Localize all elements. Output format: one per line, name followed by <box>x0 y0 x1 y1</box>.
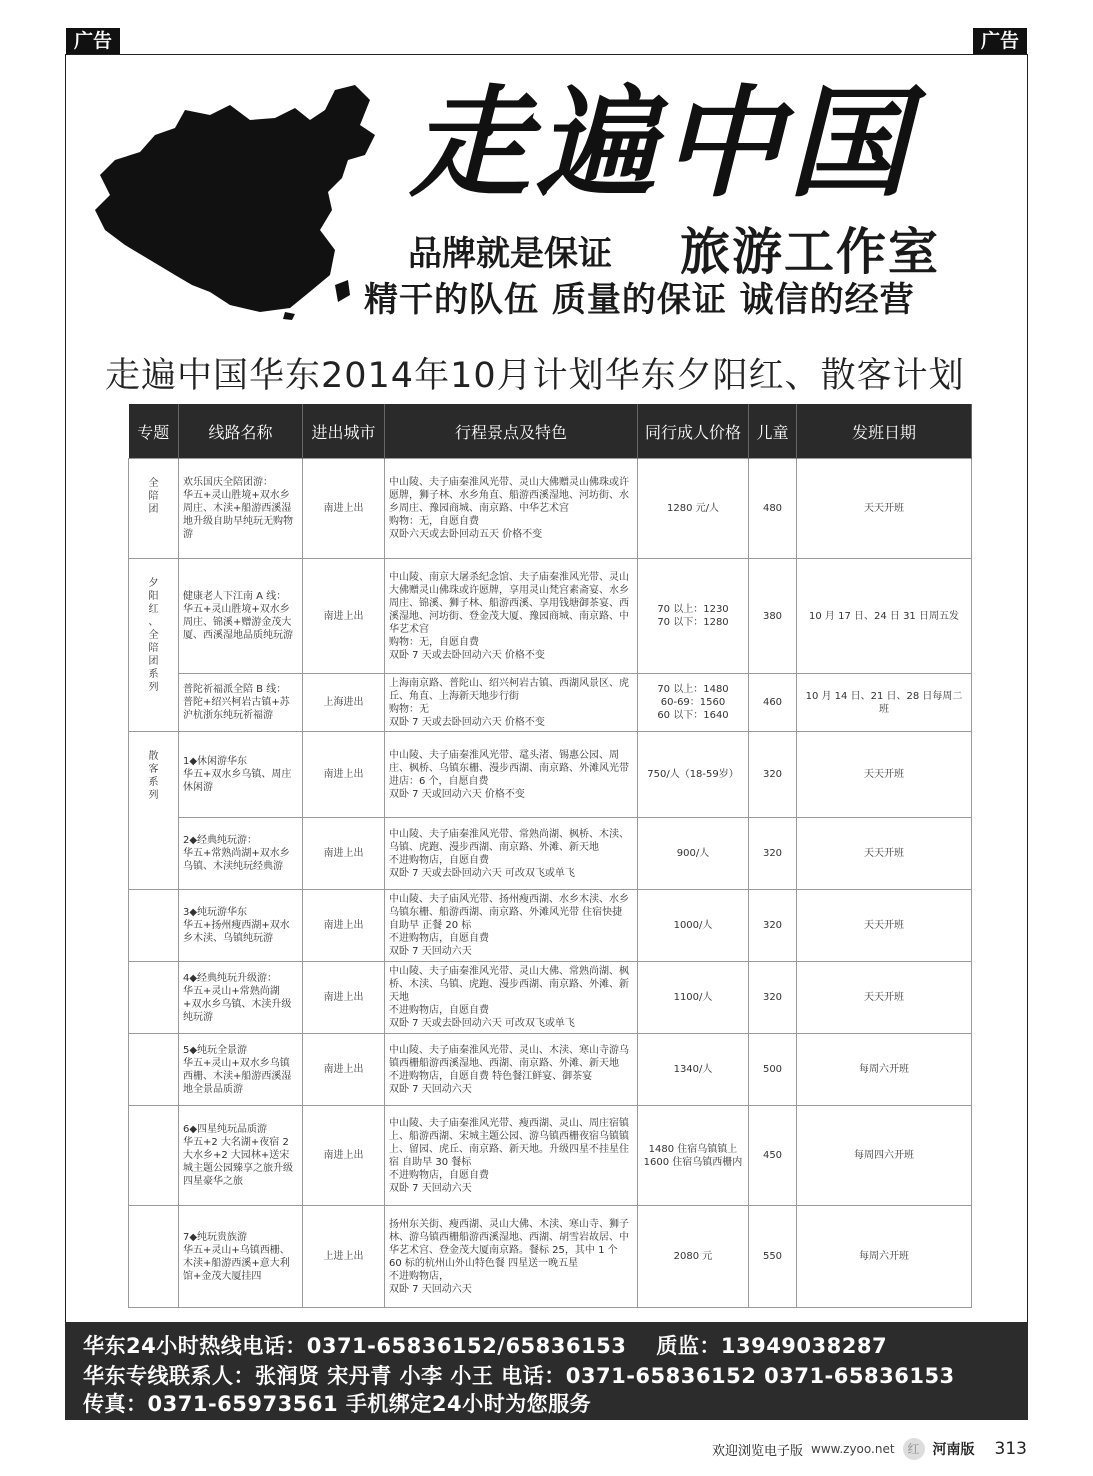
ad-label-right: 广告 <box>973 28 1027 54</box>
category-cell-empty <box>129 962 179 1034</box>
table-row <box>129 674 972 732</box>
price-cell: 70 以上：1480 60-69：1560 60 以下：1640 <box>638 674 749 732</box>
category-cell: 夕 阳 红 、 全 陪 团 系 列 <box>129 559 179 732</box>
child-price-cell: 380 <box>749 559 797 674</box>
route-name-cell: 5◆纯玩全景游 华五+灵山+双水乡乌镇西栅、木渎+船游西溪湿地全景品质游 <box>179 1034 303 1106</box>
contacts-text: 华东专线联系人：张润贤 宋丹青 小李 小王 电话：0371-65836152 0371-65836153 <box>83 1364 955 1388</box>
price-cell: 1280 元/人 <box>638 459 749 559</box>
departure-date-cell: 每周四六开班 <box>797 1106 972 1206</box>
category-cell: 散 客 系 列 <box>129 732 179 890</box>
route-name-cell: 6◆四星纯玩品质游 华五+2 大名湖+夜宿 2 大水乡+2 大园林+送宋城主题公园臻享之旅升级四星豪华之旅 <box>179 1106 303 1206</box>
table-row <box>129 1106 972 1206</box>
table-row <box>129 1034 972 1106</box>
city-cell: 南进上出 <box>303 1106 385 1206</box>
departure-date-cell: 每周六开班 <box>797 1034 972 1106</box>
table-row <box>129 459 972 559</box>
departure-date-cell: 每周六开班 <box>797 1206 972 1308</box>
city-cell: 上海进出 <box>303 674 385 732</box>
price-cell: 2080 元 <box>638 1206 749 1308</box>
route-name-cell: 健康老人下江南 A 线： 华五+灵山胜境+双水乡周庄、锦溪+赠游金茂大厦、西溪湿地品质纯玩游 <box>179 559 303 674</box>
price-cell: 1480 住宿乌镇镇上 1600 住宿乌镇西栅内 <box>638 1106 749 1206</box>
departure-date-cell: 10 月 14 日、21 日、28 日每周二班 <box>797 674 972 732</box>
page-footer <box>712 1438 1027 1460</box>
child-price-cell: 320 <box>749 818 797 890</box>
brand-slogan: 品牌就是保证 <box>408 234 612 274</box>
child-price-cell: 320 <box>749 962 797 1034</box>
itinerary-cell: 中山陵、夫子庙风光带、扬州瘦西湖、水乡木渎、水乡乌镇东栅、船游西湖、南京路、外滩风光带 住宿快捷 自助早 正餐 20 标 不进购物店，自愿自费 双卧 7 天回动六天 <box>385 890 638 962</box>
column-header: 进出城市 <box>303 404 385 459</box>
city-cell: 南进上出 <box>303 1034 385 1106</box>
itinerary-cell: 上海南京路、普陀山、绍兴柯岩古镇、西湖风景区、虎丘、角直、上海新天地步行街 购物：无 双卧 7 天或去卧回动六天 价格不变 <box>385 674 638 732</box>
column-header: 同行成人价格 <box>638 404 749 459</box>
departure-date-cell: 天天开班 <box>797 818 972 890</box>
tour-plan-table <box>128 404 972 1308</box>
price-cell: 1100/人 <box>638 962 749 1034</box>
main-title: 走遍中国 <box>410 73 914 214</box>
city-cell: 南进上出 <box>303 732 385 818</box>
studio-name: 旅游工作室 <box>680 223 940 281</box>
price-cell: 750/人（18-59岁） <box>638 732 749 818</box>
column-header: 儿童 <box>749 404 797 459</box>
itinerary-cell: 中山陵、南京大屠杀纪念馆、夫子庙秦淮风光带、灵山大佛赠灵山佛珠或许愿牌，享用灵山梵宫素斋宴、水乡周庄、锦溪、狮子林、船游西溪、享用钱塘御茶宴、西溪湿地、河坊街、登金茂大厦、豫园商城、南京路、中华艺术宫 购物：无，自愿自费 双卧 7 天或去卧回动六天 价格不变 <box>385 559 638 674</box>
table-row <box>129 962 972 1034</box>
price-cell: 1340/人 <box>638 1034 749 1106</box>
column-header: 发班日期 <box>797 404 972 459</box>
route-name-cell: 欢乐国庆全陪团游： 华五+灵山胜境+双水乡周庄、木渎+船游西溪湿地升级自助早纯玩无购物游 <box>179 459 303 559</box>
city-cell: 南进上出 <box>303 818 385 890</box>
values-slogan: 精干的队伍 质量的保证 诚信的经营 <box>364 280 915 320</box>
category-cell-empty <box>129 1034 179 1106</box>
itinerary-cell: 中山陵、夫子庙秦淮风光带、常熟尚湖、枫桥、木渎、乌镇、虎跑、漫步西湖、南京路、外滩、新天地 不进购物店，自愿自费 双卧 7 天或去卧回动六天 可改双飞或单飞 <box>385 818 638 890</box>
route-name-cell: 普陀祈福派全陪 B 线： 普陀+绍兴柯岩古镇+苏沪杭浙东纯玩祈福游 <box>179 674 303 732</box>
child-price-cell: 320 <box>749 890 797 962</box>
category-cell-empty <box>129 1206 179 1308</box>
city-cell: 南进上出 <box>303 559 385 674</box>
city-cell: 南进上出 <box>303 459 385 559</box>
ad-label-left: 广告 <box>66 28 120 54</box>
table-row <box>129 559 972 674</box>
itinerary-cell: 中山陵、夫子庙秦淮风光带、灵山大佛、常熟尚湖、枫桥、木渎、乌镇、虎跑、漫步西湖、南京路、外滩、新天地 不进购物店，自愿自费 双卧 7 天或去卧回动六天 可改双飞或单飞 <box>385 962 638 1034</box>
route-name-cell: 7◆纯玩贵族游 华五+灵山+乌镇西栅、木渎+船游西溪+意大利馆+金茂大厦挂四 <box>179 1206 303 1308</box>
city-cell: 南进上出 <box>303 890 385 962</box>
column-header: 线路名称 <box>179 404 303 459</box>
table-row <box>129 732 972 818</box>
table-row <box>129 818 972 890</box>
child-price-cell: 500 <box>749 1034 797 1106</box>
china-map-silhouette <box>80 80 380 320</box>
itinerary-cell: 中山陵、夫子庙秦淮风光带、灵山大佛赠灵山佛珠或许愿牌，狮子林、水乡角直、船游西溪湿地、河坊街、水乡周庄、豫园商城、南京路、中华艺术宫 购物：无，自愿自费 双卧六天或去卧回动五天 价格不变 <box>385 459 638 559</box>
table-header-row <box>129 404 972 459</box>
child-price-cell: 480 <box>749 459 797 559</box>
itinerary-cell: 扬州东关街、瘦西湖、灵山大佛、木渎、寒山寺、狮子林、游乌镇西栅船游西溪湿地、西湖、胡雪岩故居、中华艺术宫、登金茂大厦南京路。餐标 25，其中 1 个 60 标的杭州山外山特色餐 四星送一晚五星 不进购物店， 双卧 7 天回动六天 <box>385 1206 638 1308</box>
category-cell-empty <box>129 1106 179 1206</box>
hong-badge-icon: 红 <box>903 1438 925 1460</box>
city-cell: 上进上出 <box>303 1206 385 1308</box>
quality-supervision-text: 质监：13949038287 <box>656 1334 888 1358</box>
city-cell: 南进上出 <box>303 962 385 1034</box>
category-cell: 全 陪 团 <box>129 459 179 559</box>
itinerary-cell: 中山陵、夫子庙秦淮风光带、瘦西湖、灵山、周庄宿镇上、船游西湖、宋城主题公园、游乌镇西栅夜宿乌镇镇上、留园、虎丘、南京路、新天地。升级四星不挂星住宿 自助早 30 餐标 不进购物店，自愿自费 双卧 7 天回动六天 <box>385 1106 638 1206</box>
page-number: 313 <box>994 1439 1027 1459</box>
child-price-cell: 450 <box>749 1106 797 1206</box>
child-price-cell: 320 <box>749 732 797 818</box>
hotline-text: 华东24小时热线电话：0371-65836152/65836153 <box>83 1334 627 1358</box>
departure-date-cell: 天天开班 <box>797 732 972 818</box>
departure-date-cell: 天天开班 <box>797 962 972 1034</box>
route-name-cell: 2◆经典纯玩游： 华五+常熟尚湖+双水乡乌镇、木渎纯玩经典游 <box>179 818 303 890</box>
price-cell: 70 以上：1230 70 以下：1280 <box>638 559 749 674</box>
itinerary-cell: 中山陵、夫子庙秦淮风光带、灵山、木渎、寒山寺游乌镇西栅船游西溪湿地、西湖、南京路、外滩、新天地 不进购物店，自愿自费 特色餐江鲜宴、御茶宴 双卧 7 天回动六天 <box>385 1034 638 1106</box>
table-row <box>129 890 972 962</box>
edition-label: 河南版 <box>932 1442 975 1458</box>
website-link[interactable]: www.zyoo.net <box>811 1442 895 1456</box>
child-price-cell: 460 <box>749 674 797 732</box>
table-row <box>129 1206 972 1308</box>
category-cell-empty <box>129 890 179 962</box>
column-header: 行程景点及特色 <box>385 404 638 459</box>
child-price-cell: 550 <box>749 1206 797 1308</box>
plan-title: 走遍中国华东2014年10月计划华东夕阳红、散客计划 <box>105 356 965 396</box>
welcome-text: 欢迎浏览电子版 <box>711 1443 803 1459</box>
route-name-cell: 1◆休闲游华东 华五+双水乡乌镇、周庄休闲游 <box>179 732 303 818</box>
departure-date-cell: 天天开班 <box>797 890 972 962</box>
fax-text: 传真：0371-65973561 手机绑定24小时为您服务 <box>83 1392 592 1416</box>
itinerary-cell: 中山陵、夫子庙秦淮风光带、鼋头渚、锡惠公园、周庄、枫桥、乌镇东栅、漫步西湖、南京路、外滩风光带 进店：6 个，自愿自费 双卧 7 天或回动六天 价格不变 <box>385 732 638 818</box>
route-name-cell: 3◆纯玩游华东 华五+扬州瘦西湖+双水乡木渎、乌镇纯玩游 <box>179 890 303 962</box>
price-cell: 1000/人 <box>638 890 749 962</box>
departure-date-cell: 天天开班 <box>797 459 972 559</box>
price-cell: 900/人 <box>638 818 749 890</box>
column-header: 专题 <box>129 404 179 459</box>
contact-band <box>65 1322 1028 1420</box>
route-name-cell: 4◆经典纯玩升级游： 华五+灵山+常熟尚湖+双水乡乌镇、木渎升级纯玩游 <box>179 962 303 1034</box>
departure-date-cell: 10 月 17 日、24 日 31 日周五发 <box>797 559 972 674</box>
